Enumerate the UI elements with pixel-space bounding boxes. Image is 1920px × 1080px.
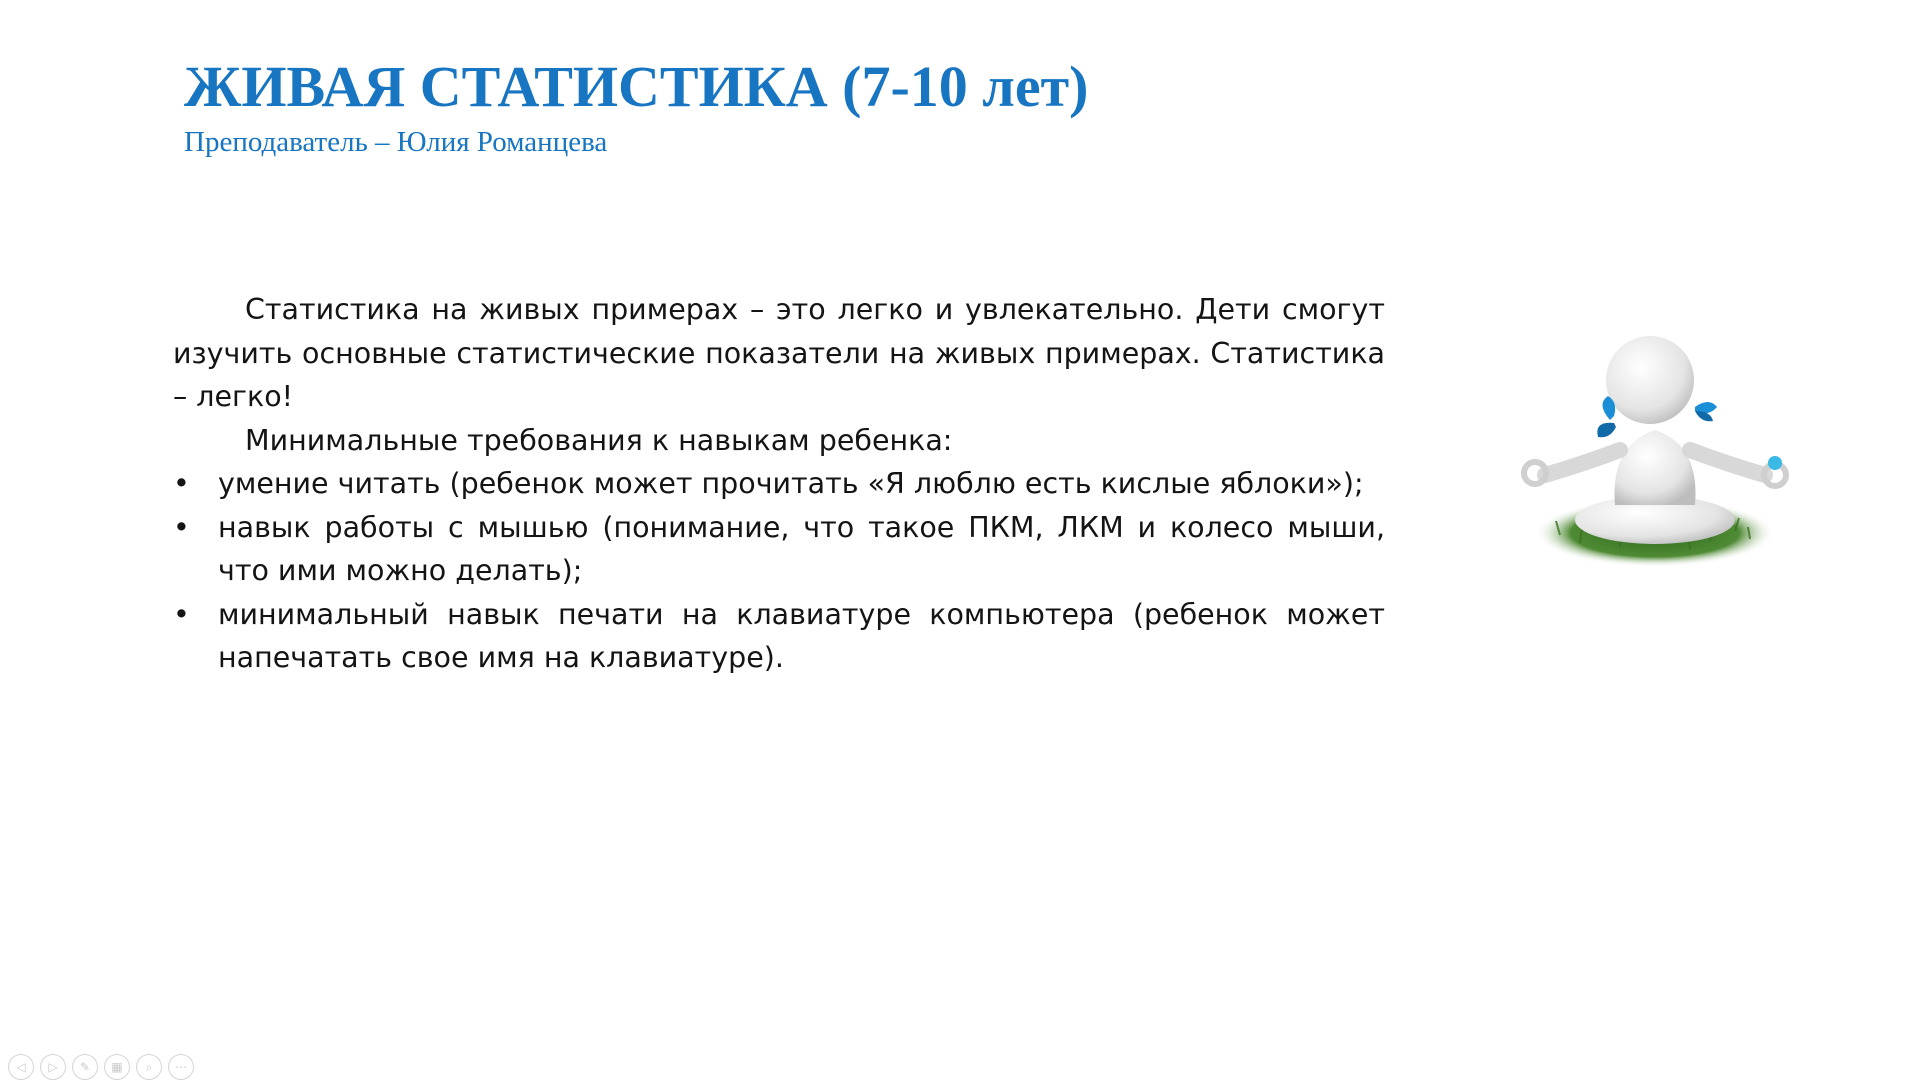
list-item-text: навык работы с мышью (понимание, что такое ПКМ, ЛКМ и колесо мыши, что ими можно делать); bbox=[218, 510, 1385, 587]
zoom-icon[interactable]: ⌕ bbox=[136, 1054, 162, 1080]
intro-paragraph: Статистика на живых примерах – это легко и увлекательно. Дети смогут изучить основные статистические показатели на живых примерах. Статистика – легко! bbox=[173, 293, 1385, 413]
head bbox=[1606, 336, 1694, 424]
left-arm bbox=[1545, 450, 1620, 475]
slideshow-controls bbox=[8, 1054, 194, 1080]
butterfly-icon bbox=[1695, 402, 1717, 421]
bullet-icon: • bbox=[173, 597, 190, 631]
pen-icon[interactable]: ✎ bbox=[72, 1054, 98, 1080]
bullet-icon: • bbox=[173, 510, 190, 544]
slide-subtitle: Преподаватель – Юлия Романцева bbox=[184, 126, 608, 158]
next-icon[interactable]: ▷ bbox=[40, 1054, 66, 1080]
list-item bbox=[173, 506, 1385, 593]
list-item bbox=[173, 593, 1385, 680]
bullet-icon: • bbox=[173, 467, 190, 500]
previous-icon[interactable]: ◁ bbox=[8, 1054, 34, 1080]
blue-orb bbox=[1768, 456, 1782, 470]
meditating-figure-icon bbox=[1490, 325, 1820, 585]
list-item-text: умение читать (ребенок может прочитать «Я люблю есть кислые яблоки»); bbox=[218, 467, 1364, 500]
butterfly-icon bbox=[1597, 396, 1616, 437]
right-arm bbox=[1690, 450, 1765, 475]
list-item-text: минимальный навык печати на клавиатуре компьютера (ребенок может напечатать свое имя на клавиатуре). bbox=[218, 597, 1385, 674]
torso bbox=[1615, 430, 1696, 505]
slide-title: ЖИВАЯ СТАТИСТИКА (7-10 лет) bbox=[184, 54, 1089, 119]
requirements-heading: Минимальные требования к навыкам ребенка: bbox=[245, 423, 953, 457]
slide-body bbox=[173, 288, 1385, 680]
requirements-list bbox=[173, 462, 1385, 680]
more-icon[interactable]: ⋯ bbox=[168, 1054, 194, 1080]
list-item bbox=[173, 462, 1385, 506]
slides-icon[interactable]: ▦ bbox=[104, 1054, 130, 1080]
